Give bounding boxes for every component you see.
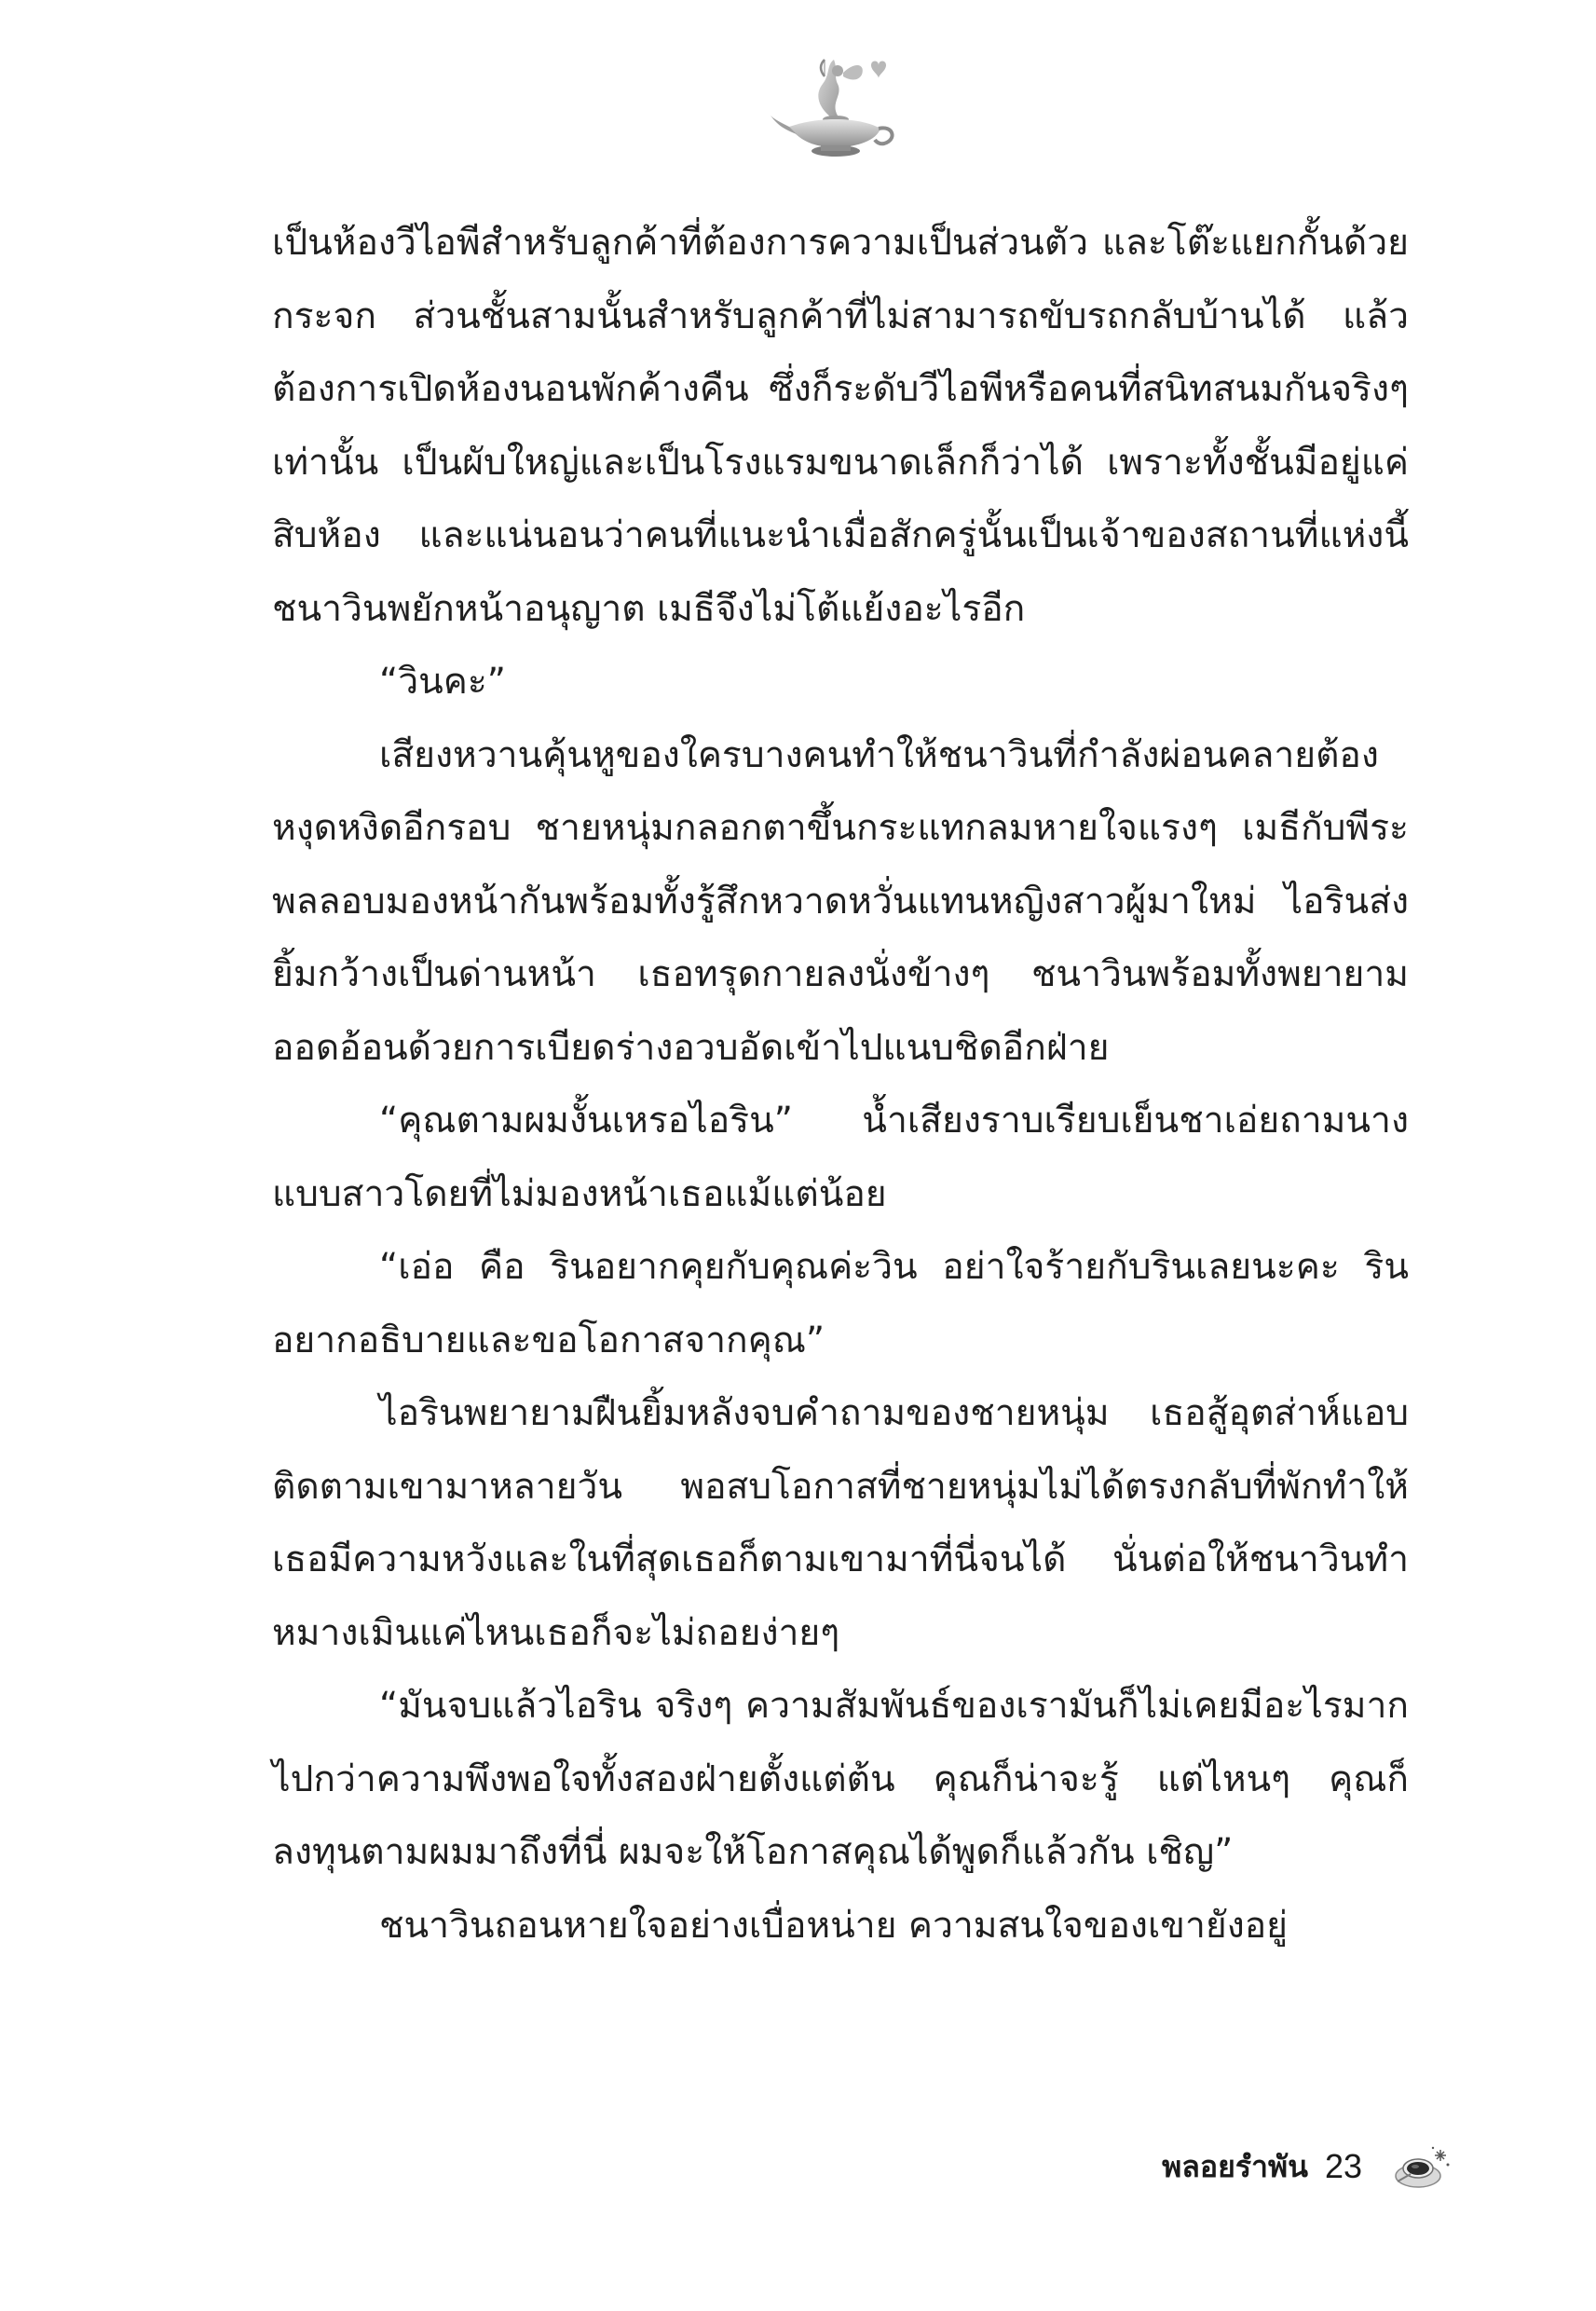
paragraph-4: “คุณตามผมงั้นเหรอไอริน” น้ำเสียงราบเรียบเย็นชาเอ่ยถามนางแบบสาวโดยที่ไม่มองหน้าเธอแม้แต่น้อย [272, 1100, 1409, 1215]
paragraph-1: เป็นห้องวีไอพีสำหรับลูกค้าที่ต้องการความเป็นส่วนตัว และโต๊ะแยกกั้นด้วยกระจก ส่วนชั้นสามนั้นสำหรับลูกค้าที่ไม่สามารถขับรถกลับบ้านได้ แล้วต้องการเปิดห้องนอนพักค้างคืน ซึ่งก็ระดับวีไอพีหรือคนที่สนิทสนมกันจริงๆ เท่านั้น เป็นผับใหญ่และเป็นโรงแรมขนาดเล็กก็ว่าได้ เพราะทั้งชั้นมีอยู่แค่สิบห้อง และแน่นอนว่าคนที่แนะนำเมื่อสักครู่นั้นเป็นเจ้าของสถานที่แห่งนี้ ชนาวินพยักหน้าอนุญาต เมธีจึงไม่โต้แย้งอะไรอีก [272, 222, 1409, 630]
page-number: 23 [1324, 2147, 1362, 2185]
paragraph-8: ชนาวินถอนหายใจอย่างเบื่อหน่าย ความสนใจของเขายังอยู่ [379, 1904, 1289, 1947]
coffee-cup-ornament-icon [1392, 2140, 1453, 2193]
paragraph-6: ไอรินพยายามฝืนยิ้มหลังจบคำถามของชายหนุ่ม เธอสู้อุตส่าห์แอบติดตามเขามาหลายวัน พอสบโอกาสที่ชายหนุ่มไม่ได้ตรงกลับที่พักทำให้เธอมีความหวังและในที่สุดเธอก็ตามเขามาที่นี่จนได้ นั่นต่อให้ชนาวินทำหมางเมินแค่ไหนเธอก็จะไม่ถอยง่ายๆ [272, 1392, 1409, 1654]
paragraph-7: “มันจบแล้วไอริน จริงๆ ความสัมพันธ์ของเรามันก็ไม่เคยมีอะไรมากไปกว่าความพึงพอใจทั้งสองฝ่ายตั้งแต่ต้น คุณก็น่าจะรู้ แต่ไหนๆ คุณก็ลงทุนตามผมมาถึงที่นี่ ผมจะให้โอกาสคุณได้พูดก็แล้วกัน เชิญ” [272, 1685, 1409, 1873]
page-footer [1044, 2134, 1453, 2199]
paragraph-3: เสียงหวานคุ้นหูของใครบางคนทำให้ชนาวินที่กำลังผ่อนคลายต้องหงุดหงิดอีกรอบ ชายหนุ่มกลอกตาขึ้นกระแทกลมหายใจแรงๆ เมธีกับพีระพลลอบมองหน้ากันพร้อมทั้งรู้สึกหวาดหวั่นแทนหญิงสาวผู้มาใหม่ ไอรินส่งยิ้มกว้างเป็นด่านหน้า เธอทรุดกายลงนั่งข้างๆ ชนาวินพร้อมทั้งพยายามออดอ้อนด้วยการเบียดร่างอวบอัดเข้าไปแนบชิดอีกฝ่าย [272, 733, 1409, 1069]
body-text [272, 207, 1409, 1962]
genie-lamp-with-cupid-icon [769, 54, 899, 161]
paragraph-5: “เอ่อ คือ รินอยากคุยกับคุณค่ะวิน อย่าใจร้ายกับรินเลยนะคะ รินอยากอธิบายและขอโอกาสจากคุณ” [272, 1246, 1409, 1361]
book-title: พลอยรำพัน [1162, 2148, 1308, 2184]
paragraph-2: “วินคะ” [379, 661, 507, 703]
